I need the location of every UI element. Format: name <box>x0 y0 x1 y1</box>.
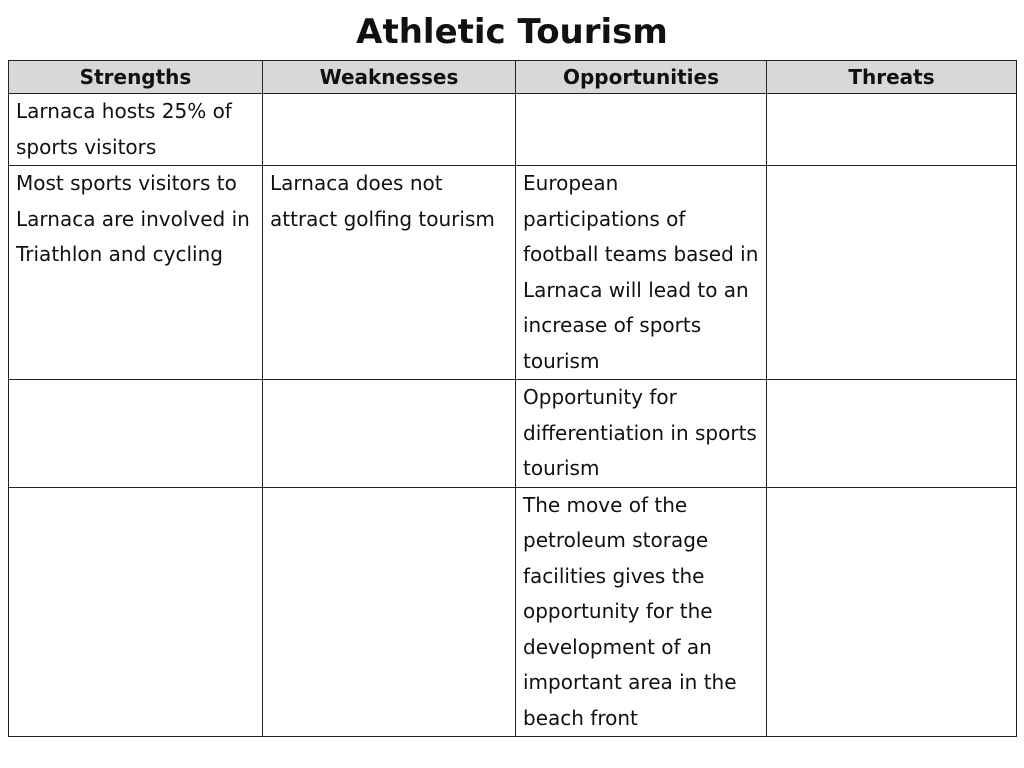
cell-strengths: Most sports visitors to Larnaca are involved in Triathlon and cycling <box>9 166 263 380</box>
cell-weaknesses <box>263 94 516 166</box>
cell-threats <box>767 94 1017 166</box>
table-row <box>9 94 1017 166</box>
cell-weaknesses: Larnaca does not attract golfing tourism <box>263 166 516 380</box>
header-weaknesses: Weaknesses <box>263 61 516 94</box>
cell-weaknesses <box>263 487 516 737</box>
cell-opportunities: Opportunity for differentiation in sports tourism <box>516 380 767 488</box>
cell-opportunities <box>516 94 767 166</box>
cell-strengths: Larnaca hosts 25% of sports visitors <box>9 94 263 166</box>
cell-opportunities: European participations of football teams based in Larnaca will lead to an increase of sports tourism <box>516 166 767 380</box>
header-threats: Threats <box>767 61 1017 94</box>
table-row <box>9 487 1017 737</box>
header-opportunities: Opportunities <box>516 61 767 94</box>
cell-strengths <box>9 380 263 488</box>
cell-strengths <box>9 487 263 737</box>
cell-threats <box>767 166 1017 380</box>
cell-opportunities: The move of the petroleum storage facilities gives the opportunity for the development of an important area in the beach front <box>516 487 767 737</box>
cell-threats <box>767 487 1017 737</box>
table-row <box>9 166 1017 380</box>
swot-table <box>8 60 1017 737</box>
cell-threats <box>767 380 1017 488</box>
header-strengths: Strengths <box>9 61 263 94</box>
header-row <box>9 61 1017 94</box>
table-row <box>9 380 1017 488</box>
page-title: Athletic Tourism <box>356 12 668 52</box>
cell-weaknesses <box>263 380 516 488</box>
